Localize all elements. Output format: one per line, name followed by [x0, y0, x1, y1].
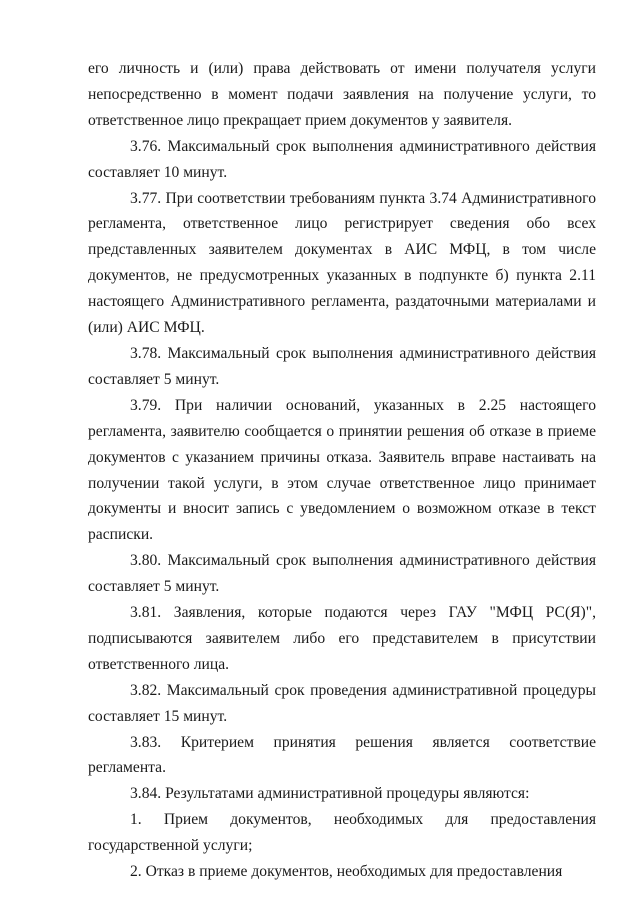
paragraph-3-81: 3.81. Заявления, которые подаются через ГАУ "МФЦ РС(Я)", подписываются заявителем либо его представителем в присутствии ответственного лица. [88, 604, 596, 673]
paragraph-3-77: 3.77. При соответствии требованиям пункта 3.74 Административного регламента, ответственное лицо регистрирует сведения обо всех представленных заявителем документах в АИС МФЦ, в том числе документов, не предусмотренных указанных в подпункте б) пункта 2.11 настоящего Административного регламента, раздаточными материалами и (или) АИС МФЦ. [88, 189, 596, 337]
list-item-result-1: 1. Прием документов, необходимых для предоставления государственной услуги; [88, 811, 596, 855]
paragraph-3-82: 3.82. Максимальный срок проведения административной процедуры составляет 15 минут. [88, 681, 596, 725]
list-item-result-2: 2. Отказ в приеме документов, необходимых для предоставления [130, 863, 563, 881]
paragraph-3-79: 3.79. При наличии оснований, указанных в 2.25 настоящего регламента, заявителю сообщается о принятии решения об отказе в приеме документов с указанием причины отказа. Заявитель вправе настаивать на получении такой услуги, в этом случае ответственное лицо принимает документы и вносит запись с уведомлением о возможном отказе в текст расписки. [88, 396, 596, 544]
document-page [88, 56, 596, 885]
paragraph-3-76: 3.76. Максимальный срок выполнения административного действия составляет 10 минут. [88, 137, 596, 181]
paragraph-3-80: 3.80. Максимальный срок выполнения административного действия составляет 5 минут. [88, 552, 596, 596]
paragraph-3-84: 3.84. Результатами административной процедуры являются: [130, 785, 530, 803]
paragraph-continuation: его личность и (или) права действовать от имени получателя услуги непосредственно в момент подачи заявления на получение услуги, то ответственное лицо прекращает прием документов у заявителя. [88, 60, 596, 129]
paragraph-3-78: 3.78. Максимальный срок выполнения административного действия составляет 5 минут. [88, 344, 596, 388]
paragraph-3-83: 3.83. Критерием принятия решения является соответствие регламента. [88, 733, 596, 777]
